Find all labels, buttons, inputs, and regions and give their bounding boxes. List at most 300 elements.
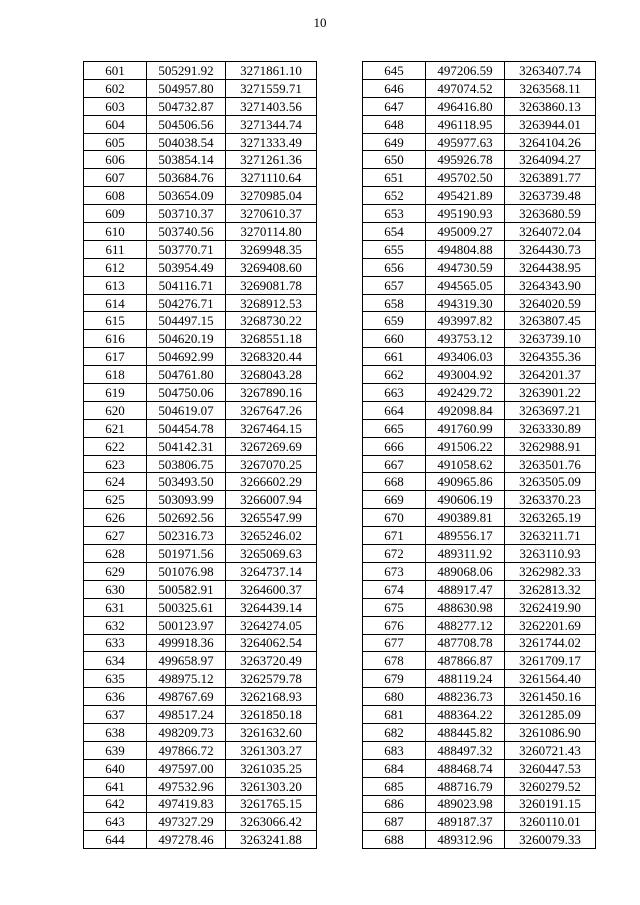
y-coordinate-cell: 3260279.52 bbox=[505, 777, 596, 795]
x-coordinate-cell: 491058.62 bbox=[426, 455, 505, 473]
table-row bbox=[363, 97, 596, 115]
table-row bbox=[84, 330, 317, 348]
point-number-cell: 640 bbox=[84, 759, 147, 777]
table-row bbox=[363, 312, 596, 330]
table-row bbox=[84, 491, 317, 509]
table-row bbox=[84, 670, 317, 688]
y-coordinate-cell: 3267647.26 bbox=[226, 401, 317, 419]
table-row bbox=[363, 205, 596, 223]
point-number-cell: 669 bbox=[363, 491, 426, 509]
x-coordinate-cell: 491506.22 bbox=[426, 437, 505, 455]
table-row bbox=[84, 527, 317, 545]
point-number-cell: 664 bbox=[363, 401, 426, 419]
y-coordinate-cell: 3269081.78 bbox=[226, 276, 317, 294]
table-row bbox=[84, 97, 317, 115]
table-row bbox=[84, 312, 317, 330]
point-number-cell: 688 bbox=[363, 831, 426, 849]
x-coordinate-cell: 497597.00 bbox=[147, 759, 226, 777]
y-coordinate-cell: 3268912.53 bbox=[226, 294, 317, 312]
x-coordinate-cell: 500325.61 bbox=[147, 598, 226, 616]
x-coordinate-cell: 504116.71 bbox=[147, 276, 226, 294]
y-coordinate-cell: 3270985.04 bbox=[226, 187, 317, 205]
x-coordinate-cell: 488630.98 bbox=[426, 598, 505, 616]
point-number-cell: 611 bbox=[84, 240, 147, 258]
x-coordinate-cell: 494319.30 bbox=[426, 294, 505, 312]
point-number-cell: 644 bbox=[84, 831, 147, 849]
point-number-cell: 656 bbox=[363, 258, 426, 276]
point-number-cell: 658 bbox=[363, 294, 426, 312]
y-coordinate-cell: 3264737.14 bbox=[226, 562, 317, 580]
y-coordinate-cell: 3261564.40 bbox=[505, 670, 596, 688]
table-row bbox=[84, 419, 317, 437]
y-coordinate-cell: 3268551.18 bbox=[226, 330, 317, 348]
x-coordinate-cell: 500123.97 bbox=[147, 616, 226, 634]
table-row bbox=[363, 240, 596, 258]
table-row bbox=[363, 777, 596, 795]
table-row bbox=[363, 813, 596, 831]
y-coordinate-cell: 3264355.36 bbox=[505, 348, 596, 366]
y-coordinate-cell: 3270114.80 bbox=[226, 223, 317, 241]
y-coordinate-cell: 3271559.71 bbox=[226, 79, 317, 97]
table-row bbox=[363, 598, 596, 616]
table-row bbox=[84, 258, 317, 276]
x-coordinate-cell: 504692.99 bbox=[147, 348, 226, 366]
point-number-cell: 654 bbox=[363, 223, 426, 241]
point-number-cell: 643 bbox=[84, 813, 147, 831]
point-number-cell: 625 bbox=[84, 491, 147, 509]
point-number-cell: 612 bbox=[84, 258, 147, 276]
x-coordinate-cell: 499918.36 bbox=[147, 634, 226, 652]
x-coordinate-cell: 504750.06 bbox=[147, 384, 226, 402]
y-coordinate-cell: 3261850.18 bbox=[226, 706, 317, 724]
point-number-cell: 603 bbox=[84, 97, 147, 115]
y-coordinate-cell: 3264430.73 bbox=[505, 240, 596, 258]
point-number-cell: 626 bbox=[84, 509, 147, 527]
table-row bbox=[84, 634, 317, 652]
table-row bbox=[363, 419, 596, 437]
point-number-cell: 685 bbox=[363, 777, 426, 795]
table-row bbox=[84, 223, 317, 241]
y-coordinate-cell: 3268043.28 bbox=[226, 366, 317, 384]
point-number-cell: 634 bbox=[84, 652, 147, 670]
x-coordinate-cell: 488497.32 bbox=[426, 741, 505, 759]
x-coordinate-cell: 503710.37 bbox=[147, 205, 226, 223]
x-coordinate-cell: 504732.87 bbox=[147, 97, 226, 115]
table-row bbox=[363, 509, 596, 527]
y-coordinate-cell: 3264439.14 bbox=[226, 598, 317, 616]
x-coordinate-cell: 504454.78 bbox=[147, 419, 226, 437]
x-coordinate-cell: 497327.29 bbox=[147, 813, 226, 831]
table-row bbox=[84, 741, 317, 759]
table-row bbox=[363, 491, 596, 509]
y-coordinate-cell: 3268730.22 bbox=[226, 312, 317, 330]
point-number-cell: 647 bbox=[363, 97, 426, 115]
table-row bbox=[84, 62, 317, 80]
y-coordinate-cell: 3263739.10 bbox=[505, 330, 596, 348]
x-coordinate-cell: 497532.96 bbox=[147, 777, 226, 795]
y-coordinate-cell: 3262988.91 bbox=[505, 437, 596, 455]
x-coordinate-cell: 495977.63 bbox=[426, 133, 505, 151]
x-coordinate-cell: 491760.99 bbox=[426, 419, 505, 437]
table-row bbox=[363, 455, 596, 473]
point-number-cell: 608 bbox=[84, 187, 147, 205]
table-row bbox=[363, 527, 596, 545]
table-row bbox=[363, 366, 596, 384]
y-coordinate-cell: 3267269.69 bbox=[226, 437, 317, 455]
table-row bbox=[363, 79, 596, 97]
point-number-cell: 627 bbox=[84, 527, 147, 545]
table-row bbox=[363, 294, 596, 312]
x-coordinate-cell: 493406.03 bbox=[426, 348, 505, 366]
point-number-cell: 614 bbox=[84, 294, 147, 312]
table-row bbox=[363, 545, 596, 563]
x-coordinate-cell: 488119.24 bbox=[426, 670, 505, 688]
y-coordinate-cell: 3261303.27 bbox=[226, 741, 317, 759]
table-row bbox=[84, 79, 317, 97]
point-number-cell: 677 bbox=[363, 634, 426, 652]
x-coordinate-cell: 488236.73 bbox=[426, 688, 505, 706]
y-coordinate-cell: 3267070.25 bbox=[226, 455, 317, 473]
y-coordinate-cell: 3263066.42 bbox=[226, 813, 317, 831]
x-coordinate-cell: 504142.31 bbox=[147, 437, 226, 455]
y-coordinate-cell: 3264020.59 bbox=[505, 294, 596, 312]
y-coordinate-cell: 3263807.45 bbox=[505, 312, 596, 330]
point-number-cell: 670 bbox=[363, 509, 426, 527]
table-row bbox=[363, 115, 596, 133]
table-row bbox=[363, 133, 596, 151]
x-coordinate-cell: 503740.56 bbox=[147, 223, 226, 241]
point-number-cell: 680 bbox=[363, 688, 426, 706]
x-coordinate-cell: 497419.83 bbox=[147, 795, 226, 813]
table-row bbox=[363, 670, 596, 688]
y-coordinate-cell: 3261285.09 bbox=[505, 706, 596, 724]
x-coordinate-cell: 501076.98 bbox=[147, 562, 226, 580]
point-number-cell: 641 bbox=[84, 777, 147, 795]
x-coordinate-cell: 504276.71 bbox=[147, 294, 226, 312]
x-coordinate-cell: 500582.91 bbox=[147, 580, 226, 598]
table-row bbox=[84, 813, 317, 831]
point-number-cell: 683 bbox=[363, 741, 426, 759]
y-coordinate-cell: 3262579.78 bbox=[226, 670, 317, 688]
y-coordinate-cell: 3271861.10 bbox=[226, 62, 317, 80]
point-number-cell: 630 bbox=[84, 580, 147, 598]
y-coordinate-cell: 3261450.16 bbox=[505, 688, 596, 706]
y-coordinate-cell: 3261035.25 bbox=[226, 759, 317, 777]
point-number-cell: 653 bbox=[363, 205, 426, 223]
table-row bbox=[84, 831, 317, 849]
point-number-cell: 666 bbox=[363, 437, 426, 455]
point-number-cell: 620 bbox=[84, 401, 147, 419]
point-number-cell: 638 bbox=[84, 723, 147, 741]
point-number-cell: 631 bbox=[84, 598, 147, 616]
x-coordinate-cell: 501971.56 bbox=[147, 545, 226, 563]
point-number-cell: 681 bbox=[363, 706, 426, 724]
coordinate-table-right bbox=[362, 61, 596, 849]
x-coordinate-cell: 504957.80 bbox=[147, 79, 226, 97]
point-number-cell: 659 bbox=[363, 312, 426, 330]
x-coordinate-cell: 502316.73 bbox=[147, 527, 226, 545]
y-coordinate-cell: 3271403.56 bbox=[226, 97, 317, 115]
point-number-cell: 652 bbox=[363, 187, 426, 205]
x-coordinate-cell: 488716.79 bbox=[426, 777, 505, 795]
table-row bbox=[363, 401, 596, 419]
point-number-cell: 662 bbox=[363, 366, 426, 384]
y-coordinate-cell: 3268320.44 bbox=[226, 348, 317, 366]
y-coordinate-cell: 3264072.04 bbox=[505, 223, 596, 241]
x-coordinate-cell: 489312.96 bbox=[426, 831, 505, 849]
y-coordinate-cell: 3263265.19 bbox=[505, 509, 596, 527]
x-coordinate-cell: 503493.50 bbox=[147, 473, 226, 491]
point-number-cell: 646 bbox=[363, 79, 426, 97]
x-coordinate-cell: 495926.78 bbox=[426, 151, 505, 169]
table-row bbox=[363, 384, 596, 402]
x-coordinate-cell: 498517.24 bbox=[147, 706, 226, 724]
point-number-cell: 629 bbox=[84, 562, 147, 580]
table-row bbox=[363, 276, 596, 294]
point-number-cell: 657 bbox=[363, 276, 426, 294]
x-coordinate-cell: 487708.78 bbox=[426, 634, 505, 652]
x-coordinate-cell: 497866.72 bbox=[147, 741, 226, 759]
x-coordinate-cell: 497206.59 bbox=[426, 62, 505, 80]
y-coordinate-cell: 3261086.90 bbox=[505, 723, 596, 741]
x-coordinate-cell: 503954.49 bbox=[147, 258, 226, 276]
point-number-cell: 679 bbox=[363, 670, 426, 688]
point-number-cell: 605 bbox=[84, 133, 147, 151]
y-coordinate-cell: 3262419.90 bbox=[505, 598, 596, 616]
point-number-cell: 632 bbox=[84, 616, 147, 634]
y-coordinate-cell: 3263407.74 bbox=[505, 62, 596, 80]
table-row bbox=[363, 831, 596, 849]
point-number-cell: 610 bbox=[84, 223, 147, 241]
point-number-cell: 621 bbox=[84, 419, 147, 437]
x-coordinate-cell: 504619.07 bbox=[147, 401, 226, 419]
y-coordinate-cell: 3263944.01 bbox=[505, 115, 596, 133]
y-coordinate-cell: 3261709.17 bbox=[505, 652, 596, 670]
x-coordinate-cell: 494730.59 bbox=[426, 258, 505, 276]
coordinate-table-left-body bbox=[84, 62, 317, 849]
point-number-cell: 667 bbox=[363, 455, 426, 473]
point-number-cell: 684 bbox=[363, 759, 426, 777]
table-row bbox=[84, 169, 317, 187]
y-coordinate-cell: 3271333.49 bbox=[226, 133, 317, 151]
y-coordinate-cell: 3263330.89 bbox=[505, 419, 596, 437]
x-coordinate-cell: 493753.12 bbox=[426, 330, 505, 348]
y-coordinate-cell: 3263501.76 bbox=[505, 455, 596, 473]
y-coordinate-cell: 3264094.27 bbox=[505, 151, 596, 169]
x-coordinate-cell: 489187.37 bbox=[426, 813, 505, 831]
x-coordinate-cell: 495009.27 bbox=[426, 223, 505, 241]
point-number-cell: 616 bbox=[84, 330, 147, 348]
y-coordinate-cell: 3265069.63 bbox=[226, 545, 317, 563]
y-coordinate-cell: 3261632.60 bbox=[226, 723, 317, 741]
x-coordinate-cell: 503770.71 bbox=[147, 240, 226, 258]
point-number-cell: 668 bbox=[363, 473, 426, 491]
point-number-cell: 674 bbox=[363, 580, 426, 598]
table-row bbox=[84, 509, 317, 527]
y-coordinate-cell: 3265246.02 bbox=[226, 527, 317, 545]
x-coordinate-cell: 493997.82 bbox=[426, 312, 505, 330]
table-row bbox=[363, 258, 596, 276]
x-coordinate-cell: 490606.19 bbox=[426, 491, 505, 509]
x-coordinate-cell: 498975.12 bbox=[147, 670, 226, 688]
y-coordinate-cell: 3264274.05 bbox=[226, 616, 317, 634]
y-coordinate-cell: 3263110.93 bbox=[505, 545, 596, 563]
table-row bbox=[84, 133, 317, 151]
x-coordinate-cell: 499658.97 bbox=[147, 652, 226, 670]
x-coordinate-cell: 492098.84 bbox=[426, 401, 505, 419]
y-coordinate-cell: 3263860.13 bbox=[505, 97, 596, 115]
table-row bbox=[363, 348, 596, 366]
table-row bbox=[84, 455, 317, 473]
x-coordinate-cell: 497278.46 bbox=[147, 831, 226, 849]
table-row bbox=[84, 562, 317, 580]
table-row bbox=[84, 706, 317, 724]
table-row bbox=[84, 723, 317, 741]
x-coordinate-cell: 490389.81 bbox=[426, 509, 505, 527]
point-number-cell: 671 bbox=[363, 527, 426, 545]
x-coordinate-cell: 498209.73 bbox=[147, 723, 226, 741]
x-coordinate-cell: 489023.98 bbox=[426, 795, 505, 813]
x-coordinate-cell: 504038.54 bbox=[147, 133, 226, 151]
table-row bbox=[84, 276, 317, 294]
table-row bbox=[363, 223, 596, 241]
table-row bbox=[84, 598, 317, 616]
y-coordinate-cell: 3264201.37 bbox=[505, 366, 596, 384]
table-row bbox=[363, 437, 596, 455]
table-row bbox=[363, 169, 596, 187]
point-number-cell: 639 bbox=[84, 741, 147, 759]
table-row bbox=[363, 187, 596, 205]
x-coordinate-cell: 503806.75 bbox=[147, 455, 226, 473]
y-coordinate-cell: 3260191.15 bbox=[505, 795, 596, 813]
point-number-cell: 665 bbox=[363, 419, 426, 437]
y-coordinate-cell: 3262168.93 bbox=[226, 688, 317, 706]
table-row bbox=[363, 616, 596, 634]
table-row bbox=[84, 473, 317, 491]
coordinate-table-right-body bbox=[363, 62, 596, 849]
table-row bbox=[363, 634, 596, 652]
point-number-cell: 635 bbox=[84, 670, 147, 688]
y-coordinate-cell: 3266007.94 bbox=[226, 491, 317, 509]
point-number-cell: 636 bbox=[84, 688, 147, 706]
table-row bbox=[84, 115, 317, 133]
point-number-cell: 618 bbox=[84, 366, 147, 384]
x-coordinate-cell: 494565.05 bbox=[426, 276, 505, 294]
table-row bbox=[84, 366, 317, 384]
y-coordinate-cell: 3261765.15 bbox=[226, 795, 317, 813]
y-coordinate-cell: 3262813.32 bbox=[505, 580, 596, 598]
point-number-cell: 609 bbox=[84, 205, 147, 223]
y-coordinate-cell: 3263370.23 bbox=[505, 491, 596, 509]
table-row bbox=[84, 348, 317, 366]
point-number-cell: 649 bbox=[363, 133, 426, 151]
table-row bbox=[363, 562, 596, 580]
y-coordinate-cell: 3269948.35 bbox=[226, 240, 317, 258]
point-number-cell: 606 bbox=[84, 151, 147, 169]
point-number-cell: 628 bbox=[84, 545, 147, 563]
point-number-cell: 651 bbox=[363, 169, 426, 187]
point-number-cell: 637 bbox=[84, 706, 147, 724]
x-coordinate-cell: 488445.82 bbox=[426, 723, 505, 741]
y-coordinate-cell: 3260110.01 bbox=[505, 813, 596, 831]
y-coordinate-cell: 3264104.26 bbox=[505, 133, 596, 151]
x-coordinate-cell: 493004.92 bbox=[426, 366, 505, 384]
y-coordinate-cell: 3261303.20 bbox=[226, 777, 317, 795]
y-coordinate-cell: 3270610.37 bbox=[226, 205, 317, 223]
point-number-cell: 650 bbox=[363, 151, 426, 169]
table-row bbox=[363, 330, 596, 348]
table-row bbox=[84, 384, 317, 402]
table-row bbox=[84, 545, 317, 563]
x-coordinate-cell: 487866.87 bbox=[426, 652, 505, 670]
point-number-cell: 660 bbox=[363, 330, 426, 348]
x-coordinate-cell: 494804.88 bbox=[426, 240, 505, 258]
table-row bbox=[363, 795, 596, 813]
table-row bbox=[84, 294, 317, 312]
table-row bbox=[84, 688, 317, 706]
point-number-cell: 601 bbox=[84, 62, 147, 80]
point-number-cell: 686 bbox=[363, 795, 426, 813]
point-number-cell: 687 bbox=[363, 813, 426, 831]
x-coordinate-cell: 488917.47 bbox=[426, 580, 505, 598]
y-coordinate-cell: 3263720.49 bbox=[226, 652, 317, 670]
table-row bbox=[84, 187, 317, 205]
x-coordinate-cell: 505291.92 bbox=[147, 62, 226, 80]
table-row bbox=[84, 205, 317, 223]
y-coordinate-cell: 3262201.69 bbox=[505, 616, 596, 634]
y-coordinate-cell: 3260079.33 bbox=[505, 831, 596, 849]
x-coordinate-cell: 504620.19 bbox=[147, 330, 226, 348]
point-number-cell: 633 bbox=[84, 634, 147, 652]
x-coordinate-cell: 503654.09 bbox=[147, 187, 226, 205]
table-row bbox=[84, 616, 317, 634]
point-number-cell: 623 bbox=[84, 455, 147, 473]
x-coordinate-cell: 489068.06 bbox=[426, 562, 505, 580]
point-number-cell: 663 bbox=[363, 384, 426, 402]
x-coordinate-cell: 503093.99 bbox=[147, 491, 226, 509]
point-number-cell: 673 bbox=[363, 562, 426, 580]
x-coordinate-cell: 495421.89 bbox=[426, 187, 505, 205]
y-coordinate-cell: 3260721.43 bbox=[505, 741, 596, 759]
y-coordinate-cell: 3263211.71 bbox=[505, 527, 596, 545]
y-coordinate-cell: 3263505.09 bbox=[505, 473, 596, 491]
table-row bbox=[84, 151, 317, 169]
x-coordinate-cell: 490965.86 bbox=[426, 473, 505, 491]
point-number-cell: 622 bbox=[84, 437, 147, 455]
table-row bbox=[84, 777, 317, 795]
point-number-cell: 648 bbox=[363, 115, 426, 133]
y-coordinate-cell: 3263697.21 bbox=[505, 401, 596, 419]
point-number-cell: 655 bbox=[363, 240, 426, 258]
table-row bbox=[84, 240, 317, 258]
table-row bbox=[84, 401, 317, 419]
point-number-cell: 661 bbox=[363, 348, 426, 366]
table-row bbox=[363, 706, 596, 724]
table-row bbox=[363, 652, 596, 670]
table-row bbox=[84, 795, 317, 813]
point-number-cell: 613 bbox=[84, 276, 147, 294]
y-coordinate-cell: 3265547.99 bbox=[226, 509, 317, 527]
x-coordinate-cell: 495190.93 bbox=[426, 205, 505, 223]
table-row bbox=[363, 741, 596, 759]
y-coordinate-cell: 3260447.53 bbox=[505, 759, 596, 777]
x-coordinate-cell: 504761.80 bbox=[147, 366, 226, 384]
x-coordinate-cell: 504497.15 bbox=[147, 312, 226, 330]
point-number-cell: 615 bbox=[84, 312, 147, 330]
point-number-cell: 604 bbox=[84, 115, 147, 133]
x-coordinate-cell: 488364.22 bbox=[426, 706, 505, 724]
point-number-cell: 602 bbox=[84, 79, 147, 97]
